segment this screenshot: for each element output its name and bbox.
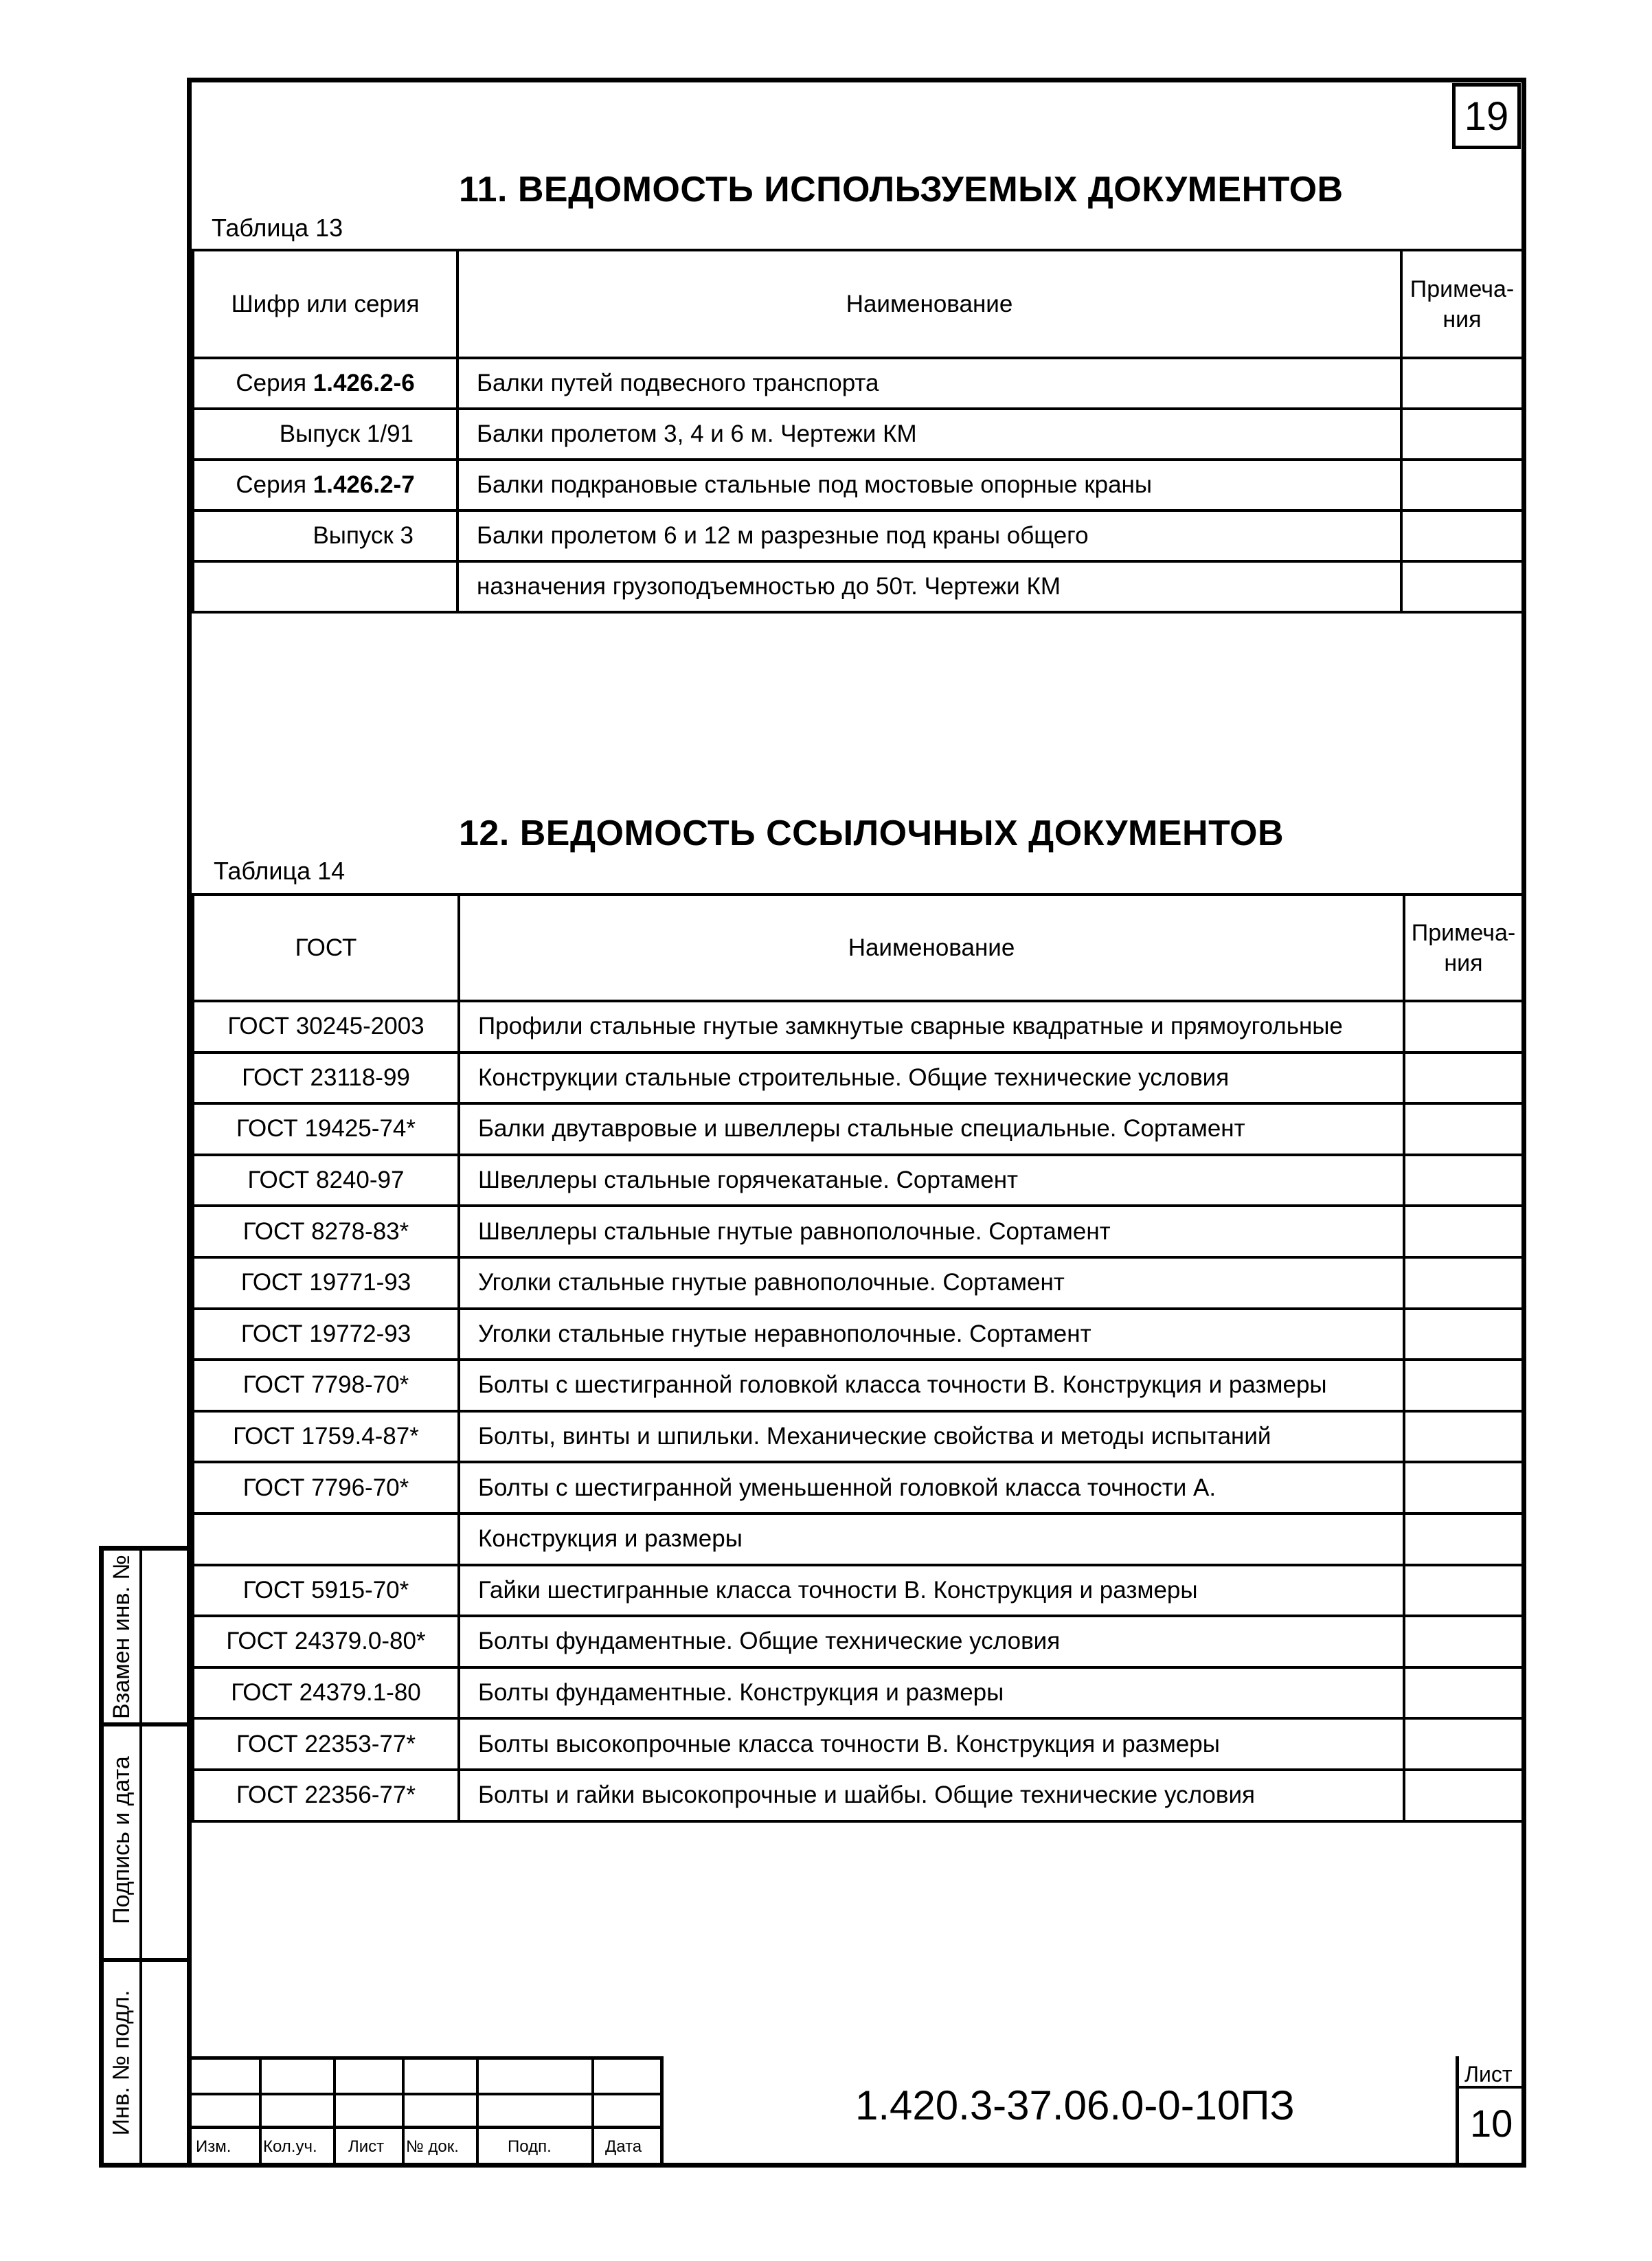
table-row <box>193 1257 1523 1309</box>
note-cell <box>1404 1718 1523 1770</box>
note-cell <box>1404 1360 1523 1411</box>
top-page-number: 19 <box>1452 83 1521 149</box>
code-prefix: Серия <box>236 370 313 396</box>
table-row <box>193 1616 1523 1667</box>
stamp-line <box>591 2056 594 2163</box>
table-row <box>193 1770 1523 1821</box>
name-cell: Болты и гайки высокопрочные и шайбы. Общие технические условия <box>459 1770 1404 1821</box>
note-cell <box>1401 409 1523 460</box>
code-number: 1.426.2-6 <box>313 370 415 396</box>
sheet-number: 10 <box>1470 2102 1513 2145</box>
name-cell: Болты, винты и шпильки. Механические свойства и методы испытаний <box>459 1411 1404 1463</box>
stamp-line <box>660 2056 664 2163</box>
table-row <box>193 1718 1523 1770</box>
side-stamp <box>99 1546 191 2168</box>
code-cell: Выпуск 1/91 <box>193 409 457 460</box>
note-cell <box>1404 1770 1523 1821</box>
code-cell: ГОСТ 19425-74* <box>193 1103 459 1155</box>
table-row <box>193 1462 1523 1514</box>
code-cell: ГОСТ 24379.0-80* <box>193 1616 459 1667</box>
note-cell <box>1401 561 1523 612</box>
side-stamp-divider <box>139 1551 142 2163</box>
table-13-caption: Таблица 13 <box>212 214 343 242</box>
name-cell: Балки пролетом 3, 4 и 6 м. Чертежи КМ <box>457 409 1401 460</box>
table-row <box>193 1411 1523 1463</box>
code-cell: ГОСТ 7796-70* <box>193 1462 459 1514</box>
code-cell: Выпуск 3 <box>193 510 457 561</box>
name-cell: назначения грузоподъемностью до 50т. Чертежи КМ <box>457 561 1401 612</box>
code-cell: ГОСТ 22353-77* <box>193 1718 459 1770</box>
header-code: ГОСТ <box>193 895 459 1001</box>
code-number: 1.426.2-7 <box>313 471 415 498</box>
stamp-label-sign: Подп. <box>508 2137 552 2156</box>
name-cell: Болты фундаментные. Конструкция и размеры <box>459 1667 1404 1719</box>
table-14-caption: Таблица 14 <box>214 857 346 885</box>
stamp-line <box>259 2056 262 2163</box>
stamp-line <box>192 2056 660 2060</box>
table-row <box>193 409 1523 460</box>
code-cell <box>193 358 457 409</box>
name-cell: Конструкции стальные строительные. Общие технические условия <box>459 1053 1404 1104</box>
stamp-line <box>476 2056 479 2163</box>
replace-inv-label: Взамен инв. № <box>108 1554 135 1719</box>
note-cell <box>1404 1001 1523 1053</box>
table-row <box>193 1155 1523 1206</box>
code-cell: ГОСТ 30245-2003 <box>193 1001 459 1053</box>
code-cell: ГОСТ 22356-77* <box>193 1770 459 1821</box>
name-cell: Уголки стальные гнутые неравнополочные. Сортамент <box>459 1309 1404 1360</box>
table-row <box>193 1001 1523 1053</box>
inv-no-label: Инв. № подл. <box>108 1990 135 2136</box>
note-cell <box>1401 460 1523 510</box>
table-row <box>193 1309 1523 1360</box>
stamp-label-doc: № док. <box>406 2137 459 2156</box>
note-cell <box>1401 358 1523 409</box>
name-cell: Гайки шестигранные класса точности В. Конструкция и размеры <box>459 1565 1404 1617</box>
code-cell: ГОСТ 8240-97 <box>193 1155 459 1206</box>
table-row <box>193 1206 1523 1257</box>
code-cell: ГОСТ 23118-99 <box>193 1053 459 1104</box>
code-cell: ГОСТ 7798-70* <box>193 1360 459 1411</box>
table-row <box>193 1514 1523 1565</box>
stamp-line <box>192 2093 660 2095</box>
table-row <box>193 1565 1523 1617</box>
table-row <box>193 358 1523 409</box>
header-name: Наименование <box>457 250 1401 358</box>
sign-date-label: Подпись и дата <box>108 1756 135 1924</box>
table-row <box>193 1667 1523 1719</box>
stamp-line <box>1456 2056 1459 2163</box>
table-13 <box>192 249 1524 614</box>
code-cell: ГОСТ 8278-83* <box>193 1206 459 1257</box>
stamp-label-kolvo: Кол.уч. <box>263 2137 317 2156</box>
header-name: Наименование <box>459 895 1404 1001</box>
note-cell <box>1404 1257 1523 1309</box>
code-cell: ГОСТ 19772-93 <box>193 1309 459 1360</box>
stamp-line <box>192 2126 660 2129</box>
table-row <box>193 510 1523 561</box>
note-cell <box>1404 1103 1523 1155</box>
note-cell <box>1404 1616 1523 1667</box>
name-cell: Конструкция и размеры <box>459 1514 1404 1565</box>
header-note: Примеча-ния <box>1401 250 1523 358</box>
sheet-label: Лист <box>1464 2062 1513 2086</box>
note-cell <box>1404 1565 1523 1617</box>
name-cell: Швеллеры стальные горячекатаные. Сортамент <box>459 1155 1404 1206</box>
code-cell: ГОСТ 24379.1-80 <box>193 1667 459 1719</box>
name-cell: Балки пролетом 6 и 12 м разрезные под краны общего <box>457 510 1401 561</box>
code-cell <box>193 1514 459 1565</box>
table-row <box>193 561 1523 612</box>
document-code: 1.420.3-37.06.0-0-10ПЗ <box>855 2082 1295 2128</box>
stamp-line <box>402 2056 405 2163</box>
code-cell: ГОСТ 1759.4-87* <box>193 1411 459 1463</box>
code-cell: ГОСТ 5915-70* <box>193 1565 459 1617</box>
stamp-line <box>333 2056 336 2163</box>
name-cell: Профили стальные гнутые замкнутые сварные квадратные и прямоугольные <box>459 1001 1404 1053</box>
name-cell: Балки подкрановые стальные под мостовые опорные краны <box>457 460 1401 510</box>
stamp-label-list: Лист <box>348 2137 385 2156</box>
table-row <box>193 460 1523 510</box>
code-prefix: Серия <box>236 471 313 498</box>
note-cell <box>1404 1462 1523 1514</box>
header-code: Шифр или серия <box>193 250 457 358</box>
name-cell: Швеллеры стальные гнутые равнополочные. Сортамент <box>459 1206 1404 1257</box>
stamp-label-date: Дата <box>605 2137 642 2156</box>
code-cell <box>193 561 457 612</box>
note-cell <box>1404 1309 1523 1360</box>
table-row <box>193 1053 1523 1104</box>
note-cell <box>1401 510 1523 561</box>
table-row <box>193 1360 1523 1411</box>
name-cell: Болты с шестигранной уменьшенной головкой класса точности А. <box>459 1462 1404 1514</box>
name-cell: Болты с шестигранной головкой класса точности В. Конструкция и размеры <box>459 1360 1404 1411</box>
section-11-title: 11. ВЕДОМОСТЬ ИСПОЛЬЗУЕМЫХ ДОКУМЕНТОВ <box>459 170 1344 210</box>
name-cell: Болты фундаментные. Общие технические условия <box>459 1616 1404 1667</box>
name-cell: Болты высокопрочные класса точности В. Конструкция и размеры <box>459 1718 1404 1770</box>
header-note: Примеча-ния <box>1404 895 1523 1001</box>
note-cell <box>1404 1053 1523 1104</box>
table-row <box>193 1103 1523 1155</box>
note-cell <box>1404 1514 1523 1565</box>
table-14 <box>192 893 1524 1823</box>
note-cell <box>1404 1667 1523 1719</box>
note-cell <box>1404 1411 1523 1463</box>
code-cell <box>193 460 457 510</box>
stamp-label-izm: Изм. <box>196 2137 231 2156</box>
code-cell: ГОСТ 19771-93 <box>193 1257 459 1309</box>
name-cell: Балки путей подвесного транспорта <box>457 358 1401 409</box>
name-cell: Балки двутавровые и швеллеры стальные специальные. Сортамент <box>459 1103 1404 1155</box>
note-cell <box>1404 1155 1523 1206</box>
name-cell: Уголки стальные гнутые равнополочные. Сортамент <box>459 1257 1404 1309</box>
section-12-title: 12. ВЕДОМОСТЬ ССЫЛОЧНЫХ ДОКУМЕНТОВ <box>459 813 1285 853</box>
note-cell <box>1404 1206 1523 1257</box>
